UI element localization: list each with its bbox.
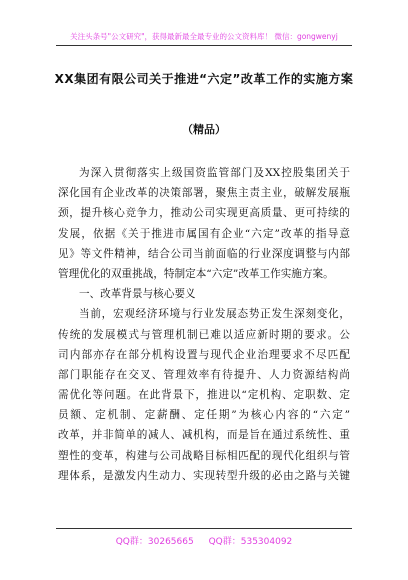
document-title: XX集团有限公司关于推进“六定”改革工作的实施方案 xyxy=(54,72,354,86)
section-heading: 一、改革背景与核心要义 xyxy=(79,288,196,301)
body-line: 深化国有企业改革的决策部署，聚焦主责主业，破解发展瓶 xyxy=(58,187,350,200)
body-line: 部门职能存在交叉、管理效率有待提升、人力资源结构尚 xyxy=(58,368,350,381)
body-line: 改革，并非简单的减人、减机构，而是旨在通过系统性、重 xyxy=(58,429,350,442)
footer-divider xyxy=(56,528,352,529)
header-banner: 关注头条号"公文研究"，获得最新最全最专业的公文资料库！ 微信：gongwenyj xyxy=(70,32,338,41)
footer-qq-group-1: QQ群：30265665 xyxy=(115,537,194,547)
body-line: 发展，依据《关于推进市属国有企业“六定”改革的指导意 xyxy=(58,227,350,240)
body-line: 颈，提升核心竞争力，推动公司实现更高质量、更可持续的 xyxy=(58,207,350,220)
header-divider xyxy=(56,45,352,46)
footer xyxy=(0,534,408,547)
document-body xyxy=(58,163,350,486)
body-line: 管理优化的双重挑战，特制定本“六定”改革工作实施方案。 xyxy=(58,267,334,280)
footer-qq-group-2: QQ群：535304092 xyxy=(208,537,293,547)
body-line: 传统的发展模式与管理机制已难以适应新时期的要求。公 xyxy=(58,328,350,341)
body-line: 当前，宏观经济环境与行业发展态势正发生深刻变化， xyxy=(79,308,350,321)
body-line: 理体系，是激发内生动力、实现转型升级的必由之路与关键 xyxy=(58,469,350,482)
body-line: 需优化等问题。在此背景下，推进以“定机构、定职数、定 xyxy=(58,389,350,402)
document-subtitle: （精品） xyxy=(182,123,226,136)
body-line: 见》等文件精神，结合公司当前面临的行业深度调整与内部 xyxy=(58,247,350,260)
body-line: 司内部亦存在部分机构设置与现代企业治理要求不尽匹配 xyxy=(58,348,350,361)
body-line: 为深入贯彻落实上级国资监管部门及XX控股集团关于 xyxy=(79,167,350,179)
body-line: 塑性的变革，构建与公司战略目标相匹配的现代化组织与管 xyxy=(58,449,350,462)
body-line: 员额、定机制、定薪酬、定任期”为核心内容的“六定” xyxy=(58,409,350,422)
